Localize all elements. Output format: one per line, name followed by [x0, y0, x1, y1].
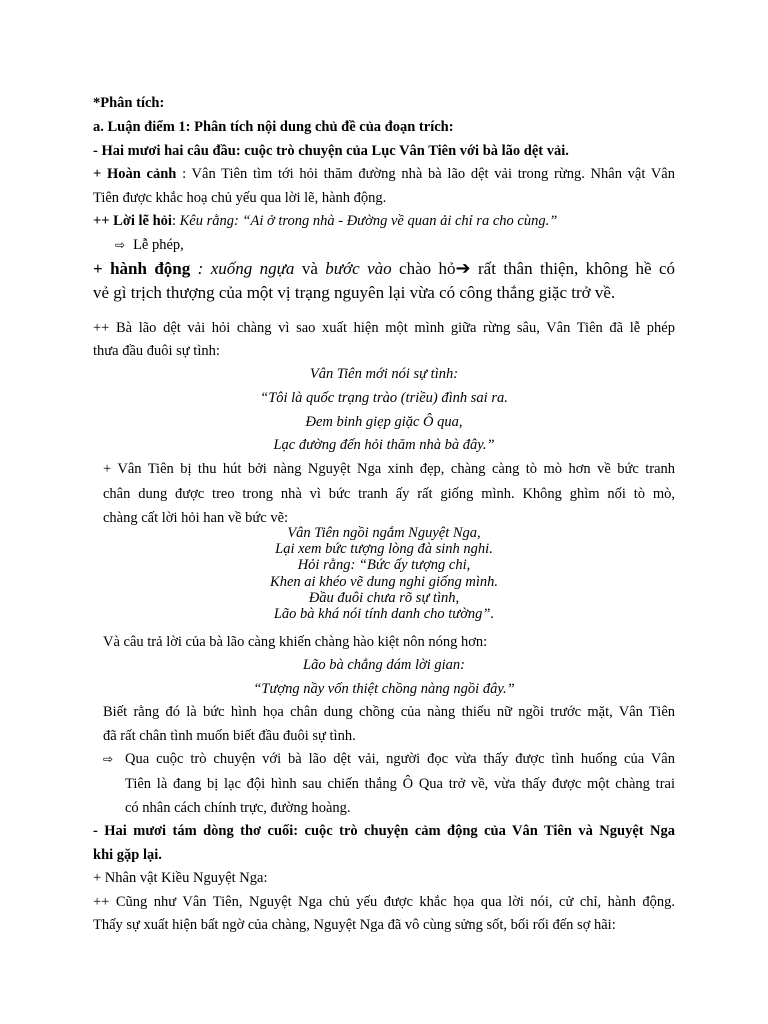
thu-hut-line-2: chân dung được treo trong nhà vì bức tranh ấy rất giống mình. Không ghìm nối tò mò, — [103, 486, 675, 502]
le-phep-text: Lễ phép, — [133, 237, 184, 253]
part2-heading-line-2: khi gặp lại. — [93, 847, 162, 863]
le-phep-item — [115, 235, 184, 255]
qua-cuoc-bullet — [103, 749, 113, 769]
hanh-dong-text-4: chào hỏ — [391, 259, 456, 278]
thu-hut-line-1: + Vân Tiên bị thu hút bởi nàng Nguyệt Nga xinh đẹp, chàng càng tò mò hơn về bức tranh — [103, 461, 675, 477]
tra-loi-line: Và câu trả lời của bà lão càng khiến chàng hào kiệt nôn nóng hơn: — [103, 634, 488, 650]
loi-le-line — [93, 211, 675, 231]
verse1-line-2: “Tôi là quốc trạng trào (triều) đình sai ra. — [260, 390, 508, 406]
cung-nhu-line-1: ++ Cũng như Vân Tiên, Nguyệt Nga chủ yếu được khắc họa qua lời nói, cử chỉ, hành động. — [93, 894, 675, 910]
hoan-canh-line-1 — [93, 164, 675, 184]
outline-right-arrow-icon: ⇨ — [103, 752, 114, 766]
nhan-vat-line: + Nhân vật Kiều Nguyệt Nga: — [93, 870, 268, 886]
biet-rang-line-1: Biết rằng đó là bức hình họa chân dung chồng của nàng thiếu nữ ngồi trước mặt, Vân Tiên — [103, 704, 675, 720]
hanh-dong-italic-3: bước vào — [325, 259, 392, 278]
hoan-canh-label: + Hoàn cảnh — [93, 166, 177, 182]
qua-cuoc-line-3: có nhân cách chính trực, đường hoàng. — [125, 800, 351, 816]
hoan-canh-line-2: Tiên được khắc hoạ chủ yếu qua lời lẽ, hành động. — [93, 190, 387, 206]
part2-heading-line-1: - Hai mươi tám dòng thơ cuối: cuộc trò chuyện cảm động của Vân Tiên và Nguyệt Nga — [93, 823, 675, 839]
ba-lao-line-2: thưa đầu đuôi sự tình: — [93, 343, 220, 359]
analysis-heading: *Phân tích: — [93, 95, 165, 111]
hanh-dong-label: + hành động — [93, 259, 191, 278]
hanh-dong-text-5: rất thân thiện, không hề có — [470, 259, 676, 278]
point-a-heading: a. Luận điểm 1: Phân tích nội dung chủ đề của đoạn trích: — [93, 119, 454, 135]
part1-heading: - Hai mươi hai câu đầu: cuộc trò chuyện của Lục Vân Tiên với bà lão dệt vải. — [93, 143, 569, 159]
verse2-block — [93, 525, 675, 622]
hanh-dong-line-2: vẻ gì trịch thượng của một vị trạng nguyên lại vừa có công thắng giặc trở về. — [93, 283, 616, 302]
loi-le-colon: : — [171, 213, 180, 229]
outline-right-arrow-icon: ⇨ — [115, 238, 126, 252]
heavy-right-arrow-icon: ➔ — [455, 258, 471, 279]
cung-nhu-line-2: Thấy sự xuất hiện bất ngờ của chàng, Nguyệt Nga đã vô cùng sửng sốt, bối rối đến sợ hãi: — [93, 917, 616, 933]
thu-hut-line-3: chàng cất lời hỏi han về bức vẽ: — [103, 510, 289, 526]
qua-cuoc-line-2: Tiên là đang bị lạc đội hình sau chiến thắng Ô Qua trở về, vừa thấy được một chàng trai — [125, 776, 675, 792]
qua-cuoc-line-1: Qua cuộc trò chuyện với bà lão dệt vải, người đọc vừa thấy được tình huống của Vân — [125, 751, 675, 767]
hanh-dong-italic-1: : xuống ngựa — [190, 259, 295, 278]
verse3-line-1: Lão bà chẳng dám lời gian: — [303, 657, 465, 673]
hoan-canh-text: : Vân Tiên tìm tới hỏi thăm đường nhà bà lão dệt vải trong rừng. Nhân vật Vân — [176, 166, 675, 182]
loi-le-quote: Kêu rằng: “Ai ở trong nhà - Đường về quan ải chỉ ra cho cùng.” — [179, 213, 558, 229]
verse2-line-4: Khen ai khéo vẽ dung nghi giống mình. — [270, 573, 498, 590]
verse3-line-2: “Tượng nầy vốn thiệt chồng nàng ngồi đây.” — [253, 681, 515, 697]
verse2-line-2: Lại xem bức tượng lòng đà sinh nghi. — [275, 541, 493, 558]
biet-rang-line-2: đã rất chân tình muốn biết đầu đuôi sự tình. — [103, 728, 356, 744]
verse2-line-6: Lão bà khá nói tính danh cho tường”. — [273, 606, 495, 623]
hanh-dong-line-1 — [93, 257, 675, 281]
hanh-dong-text-2: và — [294, 259, 326, 278]
verse2-line-1: Vân Tiên ngồi ngắm Nguyệt Nga, — [287, 525, 481, 541]
verse1-line-3: Đem binh giẹp giặc Ô qua, — [305, 414, 463, 430]
verse1-line-1: Vân Tiên mới nói sự tình: — [309, 366, 459, 382]
loi-le-label: ++ Lời lẽ hỏi — [93, 213, 172, 229]
verse2-line-3: Hỏi rằng: “Bức ấy tượng chi, — [297, 557, 471, 574]
verse2-line-5: Đầu đuôi chưa rõ sự tình, — [308, 589, 460, 606]
ba-lao-line-1: ++ Bà lão dệt vải hỏi chàng vì sao xuất hiện một mình giữa rừng sâu, Vân Tiên đã lễ phép — [93, 320, 675, 336]
verse1-line-4: Lạc đường đến hỏi thăm nhà bà đây.” — [273, 437, 495, 453]
